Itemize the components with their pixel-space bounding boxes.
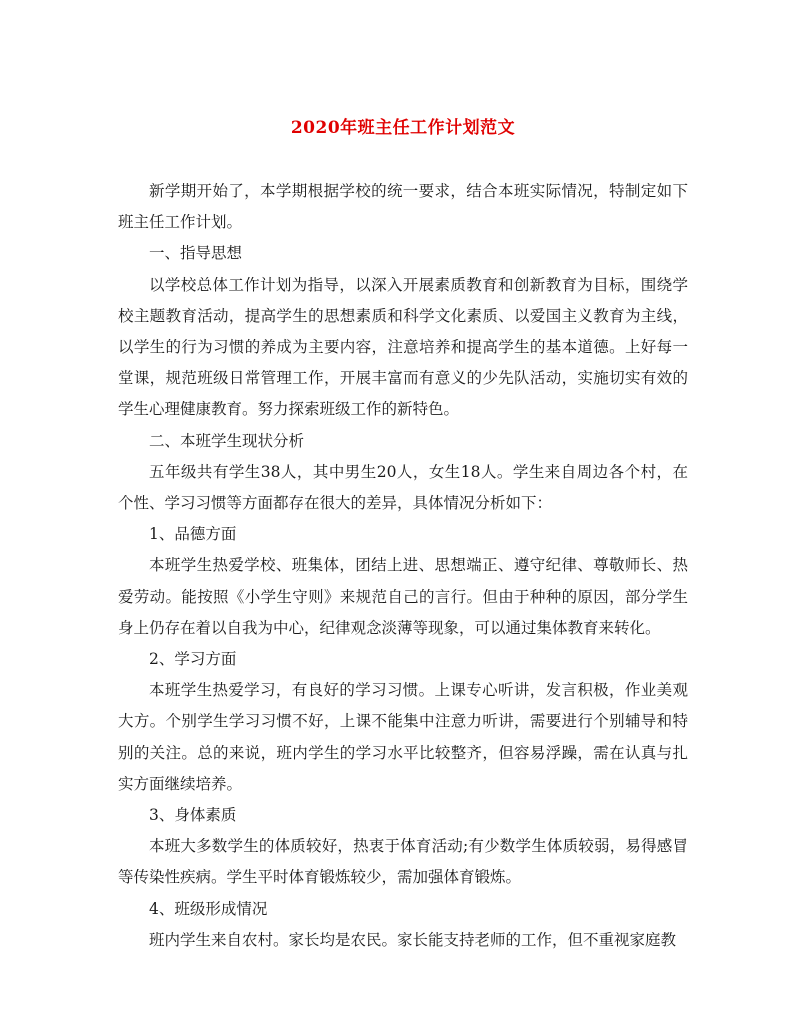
class-status-paragraph: 五年级共有学生38人，其中男生20人，女生18人。学生来自周边各个村，在个性、学习习惯等方面都存在很大的差异，具体情况分析如下： [118, 462, 688, 513]
subheading-class-formation: 4、班级形成情况 [149, 899, 268, 918]
morality-paragraph: 本班学生热爱学校、班集体，团结上进、思想端正、遵守纪律、尊敬师长、热爱劳动。能按照《小学生守则》来规范自己的言行。但由于种种的原因，部分学生身上仍存在着以自我为中心，纪律观念淡薄等现象，可以通过集体教育来转化。 [118, 556, 688, 637]
document-title: 2020年班主任工作计划范文 [290, 118, 516, 138]
physical-quality-paragraph: 本班大多数学生的体质较好，热衷于体育活动;有少数学生体质较弱，易得感冒等传染性疾病。学生平时体育锻炼较少，需加强体育锻炼。 [118, 837, 688, 887]
study-paragraph: 本班学生热爱学习，有良好的学习习惯。上课专心听讲，发言积极，作业美观大方。个别学生学习习惯不好，上课不能集中注意力听讲，需要进行个别辅导和特别的关注。总的来说，班内学生的学习水平比较整齐，但容易浮躁，需在认真与扎实方面继续培养。 [118, 681, 688, 793]
section-heading-class-status: 二、本班学生现状分析 [149, 431, 305, 450]
class-formation-paragraph: 班内学生来自农村。家长均是农民。家长能支持老师的工作，但不重视家庭教 [149, 930, 677, 949]
section-heading-guiding-ideology: 一、指导思想 [149, 244, 243, 263]
intro-paragraph: 新学期开始了，本学期根据学校的统一要求，结合本班实际情况，特制定如下班主任工作计划。 [118, 182, 688, 232]
guiding-ideology-paragraph: 以学校总体工作计划为指导，以深入开展素质教育和创新教育为目标，围绕学校主题教育活动，提高学生的思想素质和科学文化素质、以爱国主义教育为主线，以学生的行为习惯的养成为主要内容，注意培养和提高学生的基本道德。上好每一堂课，规范班级日常管理工作，开展丰富而有意义的少先队活动，实施切实有效的学生心理健康教育。努力探索班级工作的新特色。 [118, 275, 688, 419]
subheading-morality: 1、品德方面 [149, 525, 237, 544]
subheading-study: 2、学习方面 [149, 650, 237, 669]
subheading-physical-quality: 3、身体素质 [149, 806, 237, 825]
document-body [118, 176, 688, 956]
